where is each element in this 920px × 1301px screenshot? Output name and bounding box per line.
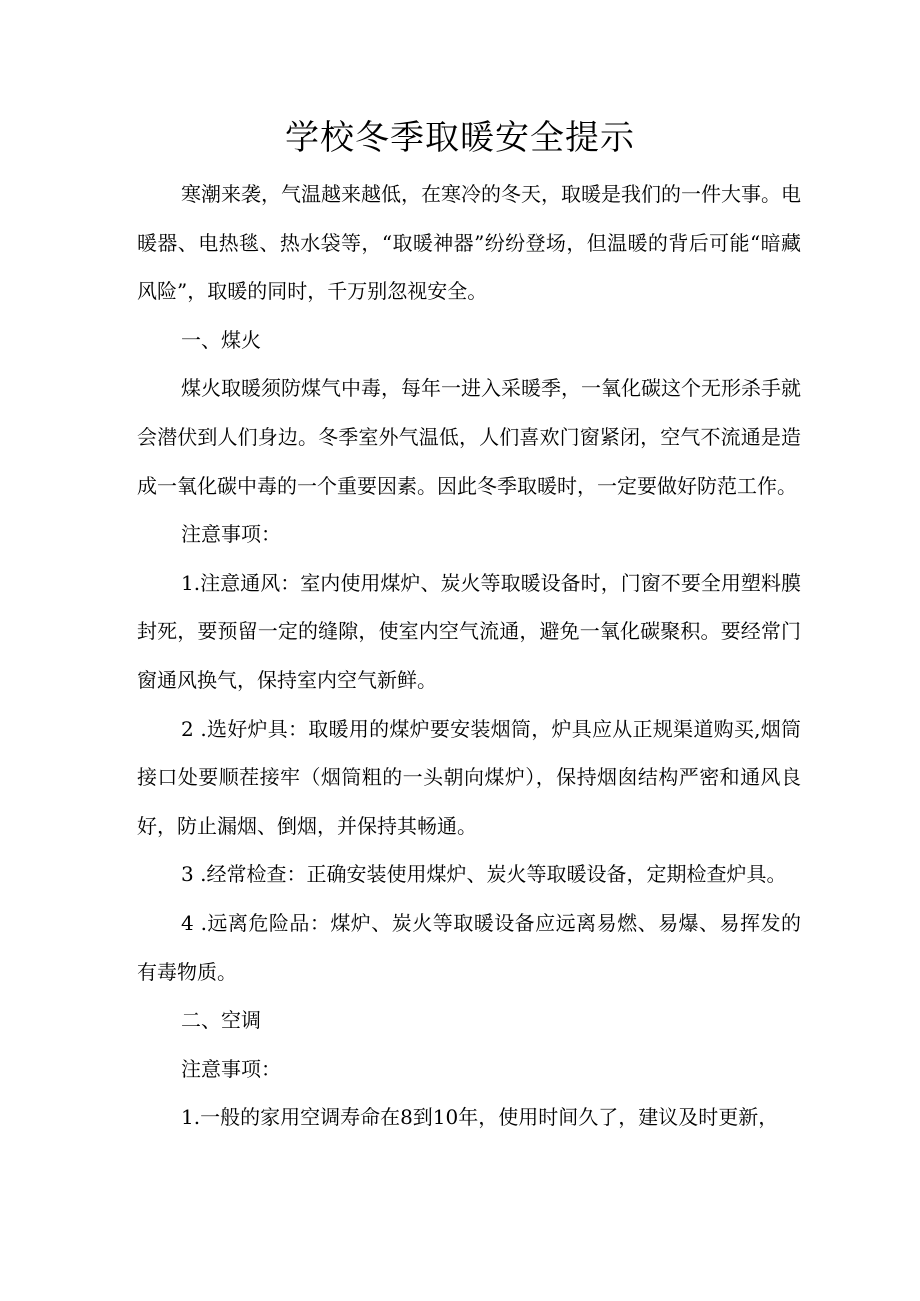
document-body xyxy=(137,170,801,1142)
note-item-hazards: 4 .远离危险品：煤炉、炭火等取暖设备应远离易燃、易爆、易挥发的有毒物质。 xyxy=(137,910,801,984)
section-heading-air-conditioner: 二、空调 xyxy=(181,1008,261,1033)
section-heading-coal-fire: 一、煤火 xyxy=(181,327,261,352)
notes-heading: 注意事项： xyxy=(181,1056,281,1081)
note-item-ventilation: 1.注意通风：室内使用煤炉、炭火等取暖设备时，门窗不要全用塑料膜封死，要预留一定的缝隙，使室内空气流通，避免一氧化碳聚积。要经常门窗通风换气，保持室内空气新鲜。 xyxy=(137,570,801,692)
coal-fire-paragraph: 煤火取暖须防煤气中毒，每年一进入采暖季，一氧化碳这个无形杀手就会潜伏到人们身边。冬季室外气温低，人们喜欢门窗紧闭，空气不流通是造成一氧化碳中毒的一个重要因素。因此冬季取暖时，一定要做好防范工作。 xyxy=(137,376,801,498)
note-item-ac-lifespan: 1.一般的家用空调寿命在8到10年，使用时间久了，建议及时更新， xyxy=(181,1105,779,1130)
note-item-inspection: 3 .经常检查：正确安装使用煤炉、炭火等取暖设备，定期检查炉具。 xyxy=(181,862,787,887)
document-title: 学校冬季取暖安全提示 xyxy=(285,118,635,158)
notes-heading: 注意事项： xyxy=(181,522,281,547)
intro-paragraph: 寒潮来袭，气温越来越低，在寒冷的冬天，取暖是我们的一件大事。电暖器、电热毯、热水袋等，“取暖神器”纷纷登场，但温暖的背后可能“暗藏风险”，取暖的同时，千万别忽视安全。 xyxy=(137,182,801,304)
note-item-stove: 2 .选好炉具：取暖用的煤炉要安装烟筒，炉具应从正规渠道购买,烟筒接口处要顺茬接牢（烟筒粗的一头朝向煤炉），保持烟囱结构严密和通风良好，防止漏烟、倒烟，并保持其畅通。 xyxy=(137,716,801,838)
